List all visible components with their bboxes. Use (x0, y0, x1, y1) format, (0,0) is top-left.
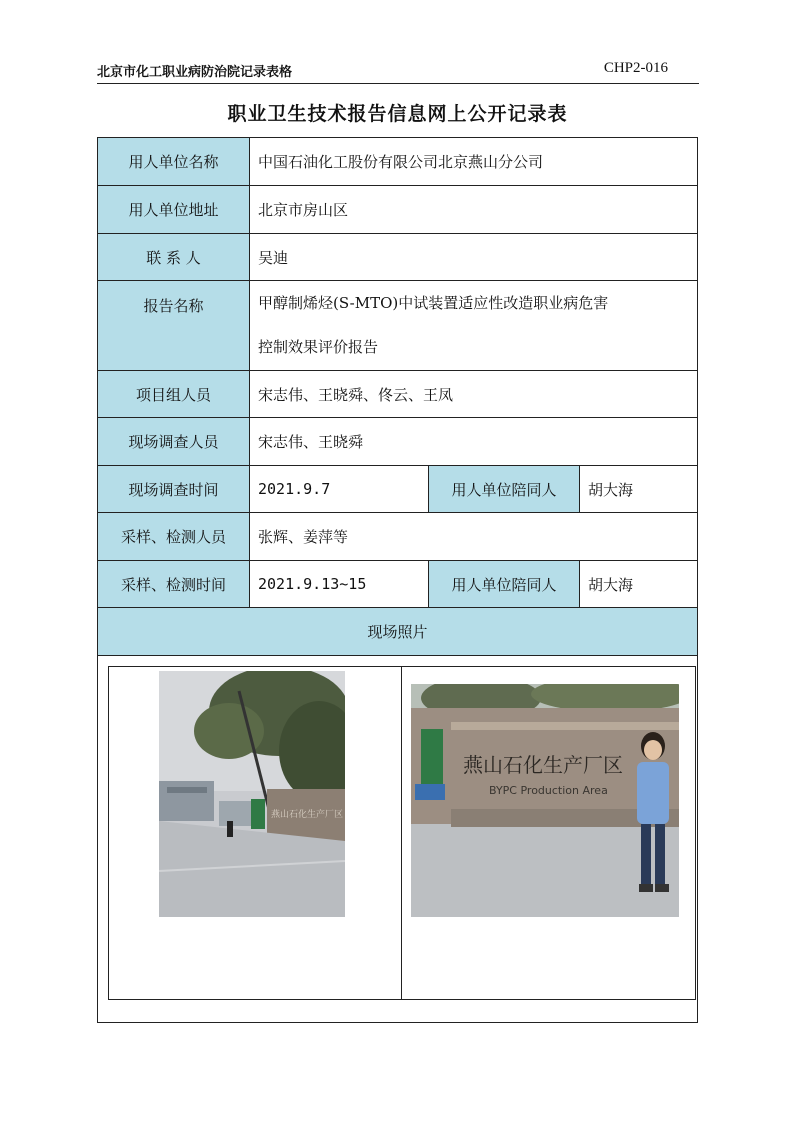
value-sampling-staff: 张辉、姜萍等 (258, 528, 349, 546)
org-record-header: 北京市化工职业病防治院记录表格 (97, 65, 293, 80)
label-project-members: 项目组人员 (98, 371, 250, 417)
site-photo-sign (411, 684, 679, 917)
site-photo-entrance (159, 671, 345, 917)
row-employer-address (98, 186, 697, 234)
label-sampling-companion: 用人单位陪同人 (428, 561, 580, 607)
row-photos-header (98, 608, 697, 656)
value-contact: 吴迪 (258, 248, 289, 267)
label-survey-staff: 现场调查人员 (98, 418, 250, 465)
row-sampling-time (98, 561, 697, 608)
value-survey-companion: 胡大海 (588, 480, 634, 499)
value-sampling-companion: 胡大海 (588, 575, 634, 594)
row-survey-time (98, 466, 697, 513)
label-contact: 联 系 人 (98, 234, 250, 280)
value-sampling-time: 2021.9.13~15 (258, 575, 367, 593)
label-employer-name: 用人单位名称 (98, 138, 250, 185)
row-sampling-staff (98, 513, 697, 561)
value-survey-time: 2021.9.7 (258, 480, 331, 498)
value-employer-address: 北京市房山区 (258, 201, 349, 219)
document-code: CHP2-016 (603, 60, 668, 76)
label-site-photos: 现场照片 (367, 623, 428, 641)
row-employer-name (98, 138, 697, 186)
label-sampling-time: 采样、检测时间 (98, 561, 250, 607)
label-survey-companion: 用人单位陪同人 (428, 466, 580, 512)
value-report-name (250, 281, 697, 370)
header-divider (97, 83, 699, 84)
site-photos-panel (108, 666, 696, 1000)
value-project-members: 宋志伟、王晓舜、佟云、王凤 (258, 385, 454, 404)
label-employer-address: 用人单位地址 (98, 186, 250, 233)
record-form (97, 137, 698, 1023)
report-name-line-2: 控制效果评价报告 (258, 338, 379, 356)
row-survey-staff (98, 418, 697, 466)
photo-divider (401, 667, 402, 999)
photo2-sign-en: BYPC Production Area (489, 784, 608, 797)
value-employer-name: 中国石油化工股份有限公司北京燕山分公司 (258, 153, 544, 171)
value-survey-staff: 宋志伟、王晓舜 (258, 433, 364, 451)
photo1-sign-text: 燕山石化生产厂区 (271, 810, 344, 820)
label-sampling-staff: 采样、检测人员 (98, 513, 250, 560)
report-name-line-1: 甲醇制烯烃(S-MTO)中试装置适应性改造职业病危害 (258, 294, 609, 312)
row-project-members (98, 371, 697, 418)
row-report-name (98, 281, 697, 371)
label-report-name: 报告名称 (98, 281, 250, 370)
photo2-sign-text: 燕山石化生产厂区 (463, 753, 623, 777)
label-survey-time: 现场调查时间 (98, 466, 250, 512)
row-contact (98, 234, 697, 281)
page-title: 职业卫生技术报告信息网上公开记录表 (227, 103, 568, 125)
